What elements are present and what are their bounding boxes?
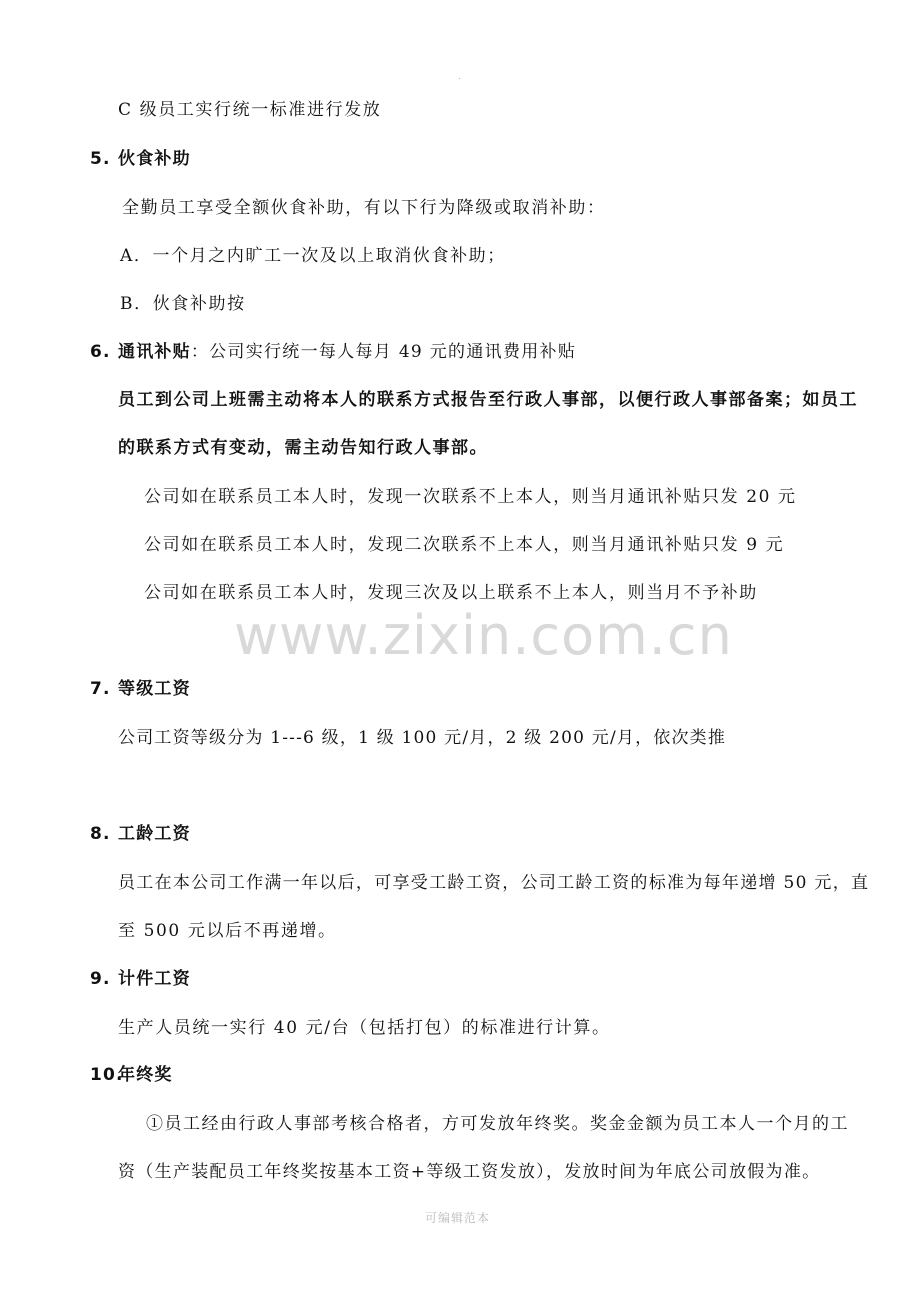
section-title: 通讯补贴: [118, 342, 191, 362]
section-8-heading: [90, 822, 191, 846]
section-8-paragraph-line-1: 员工在本公司工作满一年以后，可享受工龄工资，公司工龄工资的标准为每年递增 50 元，直: [118, 873, 870, 893]
section-number: 7.: [90, 679, 111, 699]
section-9-paragraph: 生产人员统一实行 40 元/台（包括打包）的标准进行计算。: [118, 1018, 611, 1038]
section-10-paragraph-line-2: 资（生产装配员工年终奖按基本工资+等级工资发放），发放时间为年底公司放假为准。: [118, 1162, 821, 1182]
section-5-heading: [90, 147, 191, 171]
section-title: 等级工资: [118, 679, 191, 699]
section-9-heading: [90, 967, 191, 991]
c-level-line: C 级员工实行统一标准进行发放: [118, 100, 382, 120]
section-6-rule-3: 公司如在联系员工本人时，发现三次及以上联系不上本人，则当月不予补助: [144, 583, 758, 603]
section-6-heading: [90, 340, 576, 364]
section-10-paragraph-line-1: ①员工经由行政人事部考核合格者，方可发放年终奖。奖金金额为员工本人一个月的工: [146, 1114, 849, 1134]
section-6-bold-line-1: 员工到公司上班需主动将本人的联系方式报告至行政人事部，以便行政人事部备案；如员工: [118, 390, 858, 410]
section-title: 伙食补助: [118, 149, 191, 169]
section-number: 9.: [90, 969, 111, 989]
section-title: 计件工资: [118, 969, 191, 989]
section-number: 10.: [90, 1065, 124, 1085]
section-title: 年终奖: [118, 1065, 173, 1085]
section-number: 6.: [90, 342, 111, 362]
section-10-heading: [90, 1063, 173, 1087]
section-6-inline-text: ：公司实行统一每人每月 49 元的通讯费用补贴: [190, 342, 577, 362]
section-6-bold-line-2: 的联系方式有变动，需主动告知行政人事部。: [118, 438, 488, 458]
section-7-paragraph: 公司工资等级分为 1---6 级，1 级 100 元/月，2 级 200 元/月，依次类推: [118, 728, 727, 748]
section-title: 工龄工资: [118, 824, 191, 844]
watermark: www.zixin.com.cn: [234, 604, 733, 667]
section-7-heading: [90, 677, 191, 701]
header-mark: .: [458, 72, 461, 81]
section-5-item-b: B．伙食补助按: [120, 294, 246, 314]
section-5-paragraph: 全勤员工享受全额伙食补助，有以下行为降级或取消补助：: [122, 198, 606, 218]
section-6-rule-1: 公司如在联系员工本人时，发现一次联系不上本人，则当月通讯补贴只发 20 元: [144, 487, 797, 507]
section-8-paragraph-line-2: 至 500 元以后不再递增。: [118, 921, 337, 941]
section-5-item-a: A．一个月之内旷工一次及以上取消伙食补助；: [120, 246, 506, 266]
section-6-rule-2: 公司如在联系员工本人时，发现二次联系不上本人，则当月通讯补贴只发 9 元: [144, 535, 785, 555]
footer-label: 可编辑范本: [425, 1211, 491, 1225]
section-number: 5.: [90, 149, 111, 169]
section-number: 8.: [90, 824, 111, 844]
